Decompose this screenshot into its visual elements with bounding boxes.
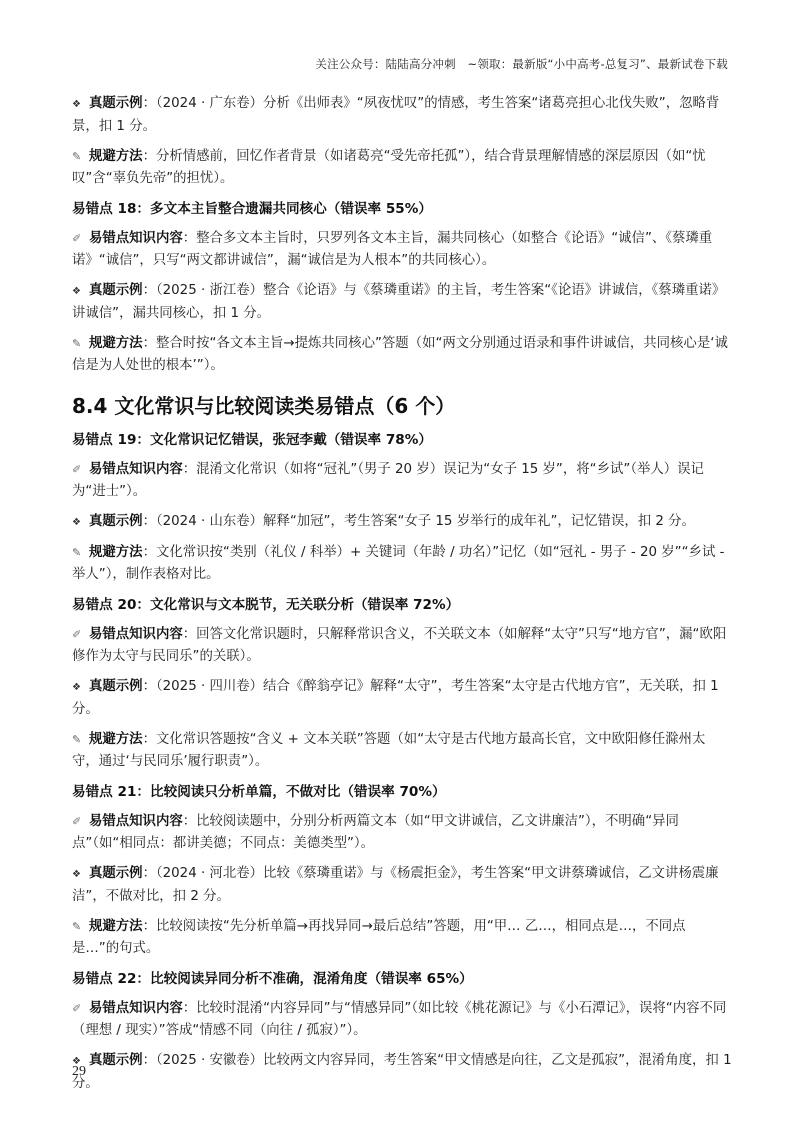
- method-paragraph: ✎ 规避方法：文化常识答题按“含义 + 文本关联”答题（如“太守是古代地方最高长官，文中欧阳修任滁州太守，通过‘与民同乐’履行职责”）。: [72, 729, 732, 773]
- knowledge-label: 易错点知识内容: [89, 231, 183, 246]
- pencil-icon: ✎: [72, 733, 82, 746]
- knowledge-label: 易错点知识内容: [89, 627, 183, 642]
- example-paragraph: ❖ 真题示例：（2024 · 山东卷）解释“加冠”，考生答案“女子 15 岁举行的成年礼”，记忆错误，扣 2 分。: [72, 511, 732, 534]
- method-label: 规避方法: [89, 732, 143, 747]
- document-body: [72, 93, 732, 1103]
- method-paragraph: ✎ 规避方法：整合时按“各文本主旨→提炼共同核心”答题（如“两文分别通过语录和事件讲诚信，共同核心是‘诚信是为人处世的根本’”）。: [72, 333, 732, 377]
- error-point-title: 易错点 22：比较阅读异同分析不准确，混淆角度（错误率 65%）: [72, 971, 473, 987]
- pencil-icon: ✎: [72, 337, 82, 350]
- example-label: 真题示例: [89, 96, 143, 111]
- example-paragraph: ❖ 真题示例：（2024 · 河北卷）比较《蔡璘重诺》与《杨震拒金》，考生答案“甲文讲蔡璘诚信，乙文讲杨震廉洁”，不做对比，扣 2 分。: [72, 866, 719, 904]
- example-label: 真题示例: [89, 1053, 143, 1068]
- knowledge-paragraph: ✐ 易错点知识内容：比较阅读题中，分别分析两篇文本（如“甲文讲诚信，乙文讲廉洁”），不明确“异同点”（如“相同点：都讲美德；不同点：美德类型”）。: [72, 811, 732, 855]
- page-header: 关注公众号：陆陆高分冲刺 ~领取：最新版“小中高考-总复习”、最新试卷下载: [315, 57, 728, 71]
- page-number: 29: [72, 1064, 86, 1079]
- knowledge-label: 易错点知识内容: [89, 814, 183, 829]
- example-label: 真题示例: [89, 283, 143, 298]
- knowledge-paragraph: ✐ 易错点知识内容：整合多文本主旨时，只罗列各文本主旨，漏共同核心（如整合《论语》“诚信”、《蔡璘重诺》“诚信”，只写“两文都讲诚信”，漏“诚信是为人根本”的共同核心）。: [72, 228, 732, 272]
- knowledge-paragraph: ✐ 易错点知识内容：比较时混淆“内容异同”与“情感异同”（如比较《桃花源记》与《小石潭记》，误将“内容不同（理想 / 现实）”答成“情感不同（向往 / 孤寂）”）。: [72, 998, 732, 1042]
- section-heading: 8.4 文化常识与比较阅读类易错点（6 个）: [72, 394, 456, 418]
- paperclip-icon: ✐: [72, 463, 82, 476]
- example-paragraph: ❖ 真题示例：（2025 · 四川卷）结合《醉翁亭记》解释“太守”，考生答案“太守是古代地方官”，无关联，扣 1 分。: [72, 679, 719, 717]
- example-paragraph: ❖ 真题示例：（2025 · 安徽卷）比较两文内容异同，考生答案“甲文情感是向往，乙文是孤寂”，混淆角度，扣 1 分。: [72, 1053, 732, 1091]
- method-paragraph: ✎ 规避方法：比较阅读按“先分析单篇→再找异同→最后总结”答题，用“甲… 乙…，相同点是…，不同点是…”的句式。: [72, 916, 732, 960]
- diamond-icon: ❖: [72, 1056, 81, 1067]
- knowledge-paragraph: ✐ 易错点知识内容：回答文化常识题时，只解释常识含义，不关联文本（如解释“太守”只写“地方官”，漏“欧阳修作为太守与民同乐”的关联）。: [72, 624, 732, 668]
- knowledge-label: 易错点知识内容: [89, 462, 183, 477]
- error-point-title: 易错点 19：文化常识记忆错误，张冠李戴（错误率 78%）: [72, 432, 432, 448]
- example-label: 真题示例: [89, 866, 143, 881]
- example-label: 真题示例: [89, 514, 143, 529]
- method-label: 规避方法: [89, 545, 143, 560]
- error-point-title: 易错点 21：比较阅读只分析单篇，不做对比（错误率 70%）: [72, 784, 446, 800]
- method-label: 规避方法: [89, 919, 143, 934]
- method-paragraph: ✎ 规避方法：分析情感前，回忆作者背景（如诸葛亮“受先帝托孤”），结合背景理解情感的深层原因（如“忧叹”含“辜负先帝”的担忧）。: [72, 146, 732, 190]
- method-paragraph: ✎ 规避方法：文化常识按“类别（礼仪 / 科举）+ 关键词（年龄 / 功名）”记忆（如“冠礼 - 男子 - 20 岁”“乡试 - 举人”），制作表格对比。: [72, 542, 732, 586]
- example-label: 真题示例: [89, 679, 143, 694]
- diamond-icon: ❖: [72, 99, 81, 110]
- example-paragraph: ❖ 真题示例：（2025 · 浙江卷）整合《论语》与《蔡璘重诺》的主旨，考生答案“《论语》讲诚信，《蔡璘重诺》讲诚信”，漏共同核心，扣 1 分。: [72, 283, 726, 321]
- diamond-icon: ❖: [72, 517, 81, 528]
- pencil-icon: ✎: [72, 920, 82, 933]
- paperclip-icon: ✐: [72, 628, 82, 641]
- method-label: 规避方法: [89, 149, 143, 164]
- paperclip-icon: ✐: [72, 1002, 82, 1015]
- knowledge-label: 易错点知识内容: [89, 1001, 183, 1016]
- pencil-icon: ✎: [72, 546, 82, 559]
- diamond-icon: ❖: [72, 286, 81, 297]
- diamond-icon: ❖: [72, 682, 81, 693]
- pencil-icon: ✎: [72, 150, 82, 163]
- knowledge-paragraph: ✐ 易错点知识内容：混淆文化常识（如将“冠礼”（男子 20 岁）误记为“女子 15 岁”，将“乡试”（举人）误记为“进士”）。: [72, 459, 732, 503]
- paperclip-icon: ✐: [72, 232, 82, 245]
- method-label: 规避方法: [89, 336, 143, 351]
- error-point-title: 易错点 18：多文本主旨整合遗漏共同核心（错误率 55%）: [72, 201, 432, 217]
- example-paragraph: ❖ 真题示例：（2024 · 广东卷）分析《出师表》“夙夜忧叹”的情感，考生答案“诸葛亮担心北伐失败”，忽略背景，扣 1 分。: [72, 96, 720, 134]
- diamond-icon: ❖: [72, 869, 81, 880]
- paperclip-icon: ✐: [72, 815, 82, 828]
- error-point-title: 易错点 20：文化常识与文本脱节，无关联分析（错误率 72%）: [72, 597, 460, 613]
